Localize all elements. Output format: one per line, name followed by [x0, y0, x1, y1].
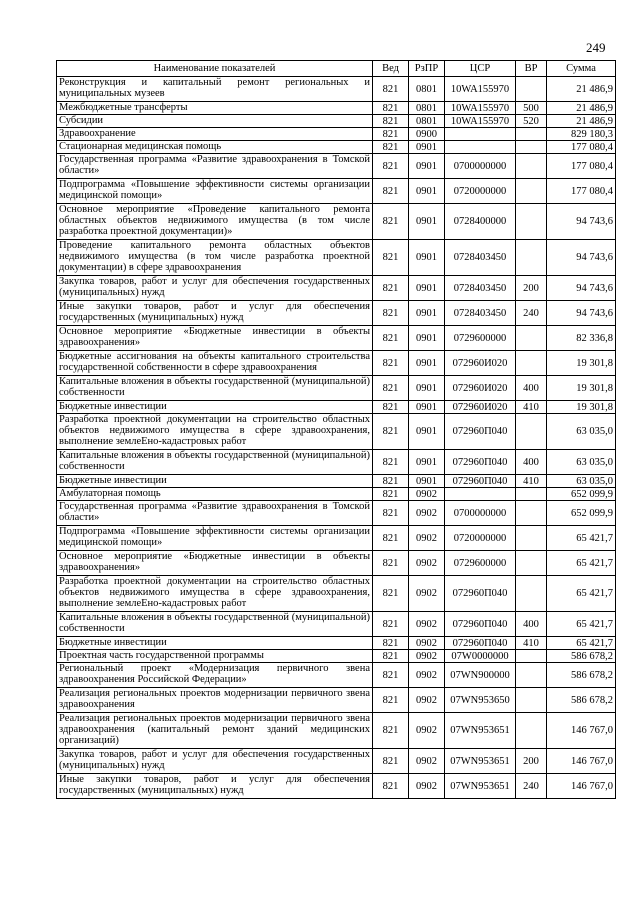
row-vr: 240 [516, 774, 547, 799]
row-rzpr: 0801 [409, 115, 445, 128]
row-sum: 63 035,0 [547, 414, 616, 450]
row-csr [445, 488, 516, 501]
row-csr: 0720000000 [445, 179, 516, 204]
row-name: Основное мероприятие «Проведение капитального ремонта областных объектов недвижимого имущества (в том числе разработка проектной документации)» [57, 204, 373, 240]
table-row [57, 77, 616, 102]
row-sum: 94 743,6 [547, 204, 616, 240]
row-rzpr: 0902 [409, 749, 445, 774]
row-sum: 94 743,6 [547, 240, 616, 276]
table-row [57, 488, 616, 501]
table-row [57, 154, 616, 179]
row-rzpr: 0902 [409, 488, 445, 501]
row-name: Субсидии [57, 115, 373, 128]
row-sum: 94 743,6 [547, 276, 616, 301]
row-ved: 821 [373, 774, 409, 799]
row-name: Реализация региональных проектов модернизации первичного звена здравоохранения [57, 688, 373, 713]
table-row [57, 326, 616, 351]
row-vr: 410 [516, 475, 547, 488]
row-name: Бюджетные инвестиции [57, 475, 373, 488]
row-rzpr: 0901 [409, 326, 445, 351]
row-rzpr: 0801 [409, 102, 445, 115]
row-csr: 10WA155970 [445, 102, 516, 115]
row-name: Капитальные вложения в объекты государственной (муниципальной) собственности [57, 612, 373, 637]
row-ved: 821 [373, 326, 409, 351]
table-header-row [57, 61, 616, 77]
table-row [57, 301, 616, 326]
row-sum: 177 080,4 [547, 179, 616, 204]
row-sum: 586 678,2 [547, 663, 616, 688]
table-row [57, 351, 616, 376]
row-rzpr: 0902 [409, 501, 445, 526]
row-ved: 821 [373, 688, 409, 713]
row-rzpr: 0901 [409, 401, 445, 414]
row-sum: 652 099,9 [547, 488, 616, 501]
row-sum: 65 421,7 [547, 612, 616, 637]
row-ved: 821 [373, 115, 409, 128]
row-sum: 65 421,7 [547, 637, 616, 650]
row-rzpr: 0902 [409, 576, 445, 612]
table-row [57, 204, 616, 240]
row-sum: 19 301,8 [547, 376, 616, 401]
row-ved: 821 [373, 488, 409, 501]
row-ved: 821 [373, 240, 409, 276]
table-row [57, 276, 616, 301]
table-row [57, 612, 616, 637]
row-rzpr: 0902 [409, 612, 445, 637]
table-row [57, 115, 616, 128]
row-rzpr: 0901 [409, 450, 445, 475]
row-rzpr: 0901 [409, 276, 445, 301]
row-ved: 821 [373, 351, 409, 376]
row-vr [516, 77, 547, 102]
row-name: Государственная программа «Развитие здравоохранения в Томской области» [57, 501, 373, 526]
row-vr [516, 414, 547, 450]
row-name: Реализация региональных проектов модернизации первичного звена здравоохранения (капитальный ремонт зданий медицинских организаций) [57, 713, 373, 749]
row-csr: 0728400000 [445, 204, 516, 240]
row-rzpr: 0900 [409, 128, 445, 141]
row-name: Разработка проектной документации на строительство областных объектов недвижимого имущества в сфере здравоохранения, выполнение землеЕно-кадастровых работ [57, 414, 373, 450]
row-rzpr: 0901 [409, 240, 445, 276]
row-vr [516, 713, 547, 749]
row-name: Межбюджетные трансферты [57, 102, 373, 115]
table-row [57, 414, 616, 450]
row-sum: 146 767,0 [547, 774, 616, 799]
row-ved: 821 [373, 376, 409, 401]
table-row [57, 551, 616, 576]
row-name: Реконструкция и капитальный ремонт региональных и муниципальных музеев [57, 77, 373, 102]
row-rzpr: 0902 [409, 551, 445, 576]
row-csr: 072960П040 [445, 576, 516, 612]
row-csr: 10WA155970 [445, 77, 516, 102]
row-sum: 21 486,9 [547, 77, 616, 102]
table-row [57, 663, 616, 688]
table-row [57, 141, 616, 154]
row-sum: 63 035,0 [547, 475, 616, 488]
row-ved: 821 [373, 663, 409, 688]
table-row [57, 637, 616, 650]
row-csr: 07WN953650 [445, 688, 516, 713]
row-sum: 146 767,0 [547, 749, 616, 774]
table-row [57, 128, 616, 141]
row-name: Стационарная медицинская помощь [57, 141, 373, 154]
row-sum: 146 767,0 [547, 713, 616, 749]
row-sum: 586 678,2 [547, 688, 616, 713]
row-vr: 400 [516, 376, 547, 401]
table-row [57, 749, 616, 774]
row-csr: 07WN953651 [445, 749, 516, 774]
row-vr [516, 141, 547, 154]
row-name: Проектная часть государственной программы [57, 650, 373, 663]
row-csr: 07WN953651 [445, 774, 516, 799]
row-rzpr: 0902 [409, 663, 445, 688]
row-vr [516, 688, 547, 713]
row-name: Закупка товаров, работ и услуг для обеспечения государственных (муниципальных) нужд [57, 749, 373, 774]
row-ved: 821 [373, 501, 409, 526]
row-name: Иные закупки товаров, работ и услуг для обеспечения государственных (муниципальных) нужд [57, 301, 373, 326]
row-sum: 829 180,3 [547, 128, 616, 141]
row-sum: 652 099,9 [547, 501, 616, 526]
row-name: Амбулаторная помощь [57, 488, 373, 501]
row-vr [516, 204, 547, 240]
row-name: Бюджетные инвестиции [57, 401, 373, 414]
row-vr: 400 [516, 450, 547, 475]
row-rzpr: 0901 [409, 351, 445, 376]
row-name: Подпрограмма «Повышение эффективности системы организации медицинской помощи» [57, 526, 373, 551]
row-vr: 200 [516, 749, 547, 774]
row-ved: 821 [373, 650, 409, 663]
row-vr [516, 551, 547, 576]
row-name: Основное мероприятие «Бюджетные инвестиции в объекты здравоохранения» [57, 326, 373, 351]
row-csr: 072960И020 [445, 376, 516, 401]
row-vr [516, 526, 547, 551]
row-vr: 410 [516, 637, 547, 650]
row-name: Закупка товаров, работ и услуг для обеспечения государственных (муниципальных) нужд [57, 276, 373, 301]
row-ved: 821 [373, 102, 409, 115]
row-name: Государственная программа «Развитие здравоохранения в Томской области» [57, 154, 373, 179]
table-row [57, 450, 616, 475]
table-row [57, 526, 616, 551]
row-ved: 821 [373, 301, 409, 326]
row-rzpr: 0902 [409, 774, 445, 799]
row-csr: 072960П040 [445, 414, 516, 450]
row-ved: 821 [373, 154, 409, 179]
row-rzpr: 0901 [409, 179, 445, 204]
row-rzpr: 0902 [409, 526, 445, 551]
row-csr: 072960И020 [445, 351, 516, 376]
row-sum: 21 486,9 [547, 115, 616, 128]
row-name: Региональный проект «Модернизация первичного звена здравоохранения Российской Федерации» [57, 663, 373, 688]
row-vr [516, 488, 547, 501]
row-csr: 0728403450 [445, 276, 516, 301]
column-header-vr: ВР [516, 61, 547, 77]
row-ved: 821 [373, 475, 409, 488]
row-rzpr: 0901 [409, 376, 445, 401]
row-csr: 0728403450 [445, 240, 516, 276]
row-ved: 821 [373, 576, 409, 612]
row-csr: 072960П040 [445, 475, 516, 488]
row-sum: 65 421,7 [547, 551, 616, 576]
row-vr [516, 179, 547, 204]
row-vr: 410 [516, 401, 547, 414]
row-ved: 821 [373, 276, 409, 301]
row-sum: 21 486,9 [547, 102, 616, 115]
row-vr: 400 [516, 612, 547, 637]
row-rzpr: 0901 [409, 475, 445, 488]
row-name: Бюджетные инвестиции [57, 637, 373, 650]
row-name: Иные закупки товаров, работ и услуг для обеспечения государственных (муниципальных) нужд [57, 774, 373, 799]
row-rzpr: 0901 [409, 204, 445, 240]
row-csr: 0720000000 [445, 526, 516, 551]
table-row [57, 650, 616, 663]
table-row [57, 713, 616, 749]
row-ved: 821 [373, 450, 409, 475]
table-row [57, 376, 616, 401]
column-header-rzpr: РзПР [409, 61, 445, 77]
row-ved: 821 [373, 179, 409, 204]
row-vr: 500 [516, 102, 547, 115]
row-csr: 072960И020 [445, 401, 516, 414]
row-rzpr: 0902 [409, 713, 445, 749]
row-name: Капитальные вложения в объекты государственной (муниципальной) собственности [57, 376, 373, 401]
row-rzpr: 0902 [409, 688, 445, 713]
row-csr: 072960П040 [445, 612, 516, 637]
row-sum: 94 743,6 [547, 301, 616, 326]
row-vr: 240 [516, 301, 547, 326]
row-ved: 821 [373, 526, 409, 551]
row-ved: 821 [373, 749, 409, 774]
row-sum: 63 035,0 [547, 450, 616, 475]
row-sum: 177 080,4 [547, 154, 616, 179]
table-row [57, 401, 616, 414]
row-sum: 586 678,2 [547, 650, 616, 663]
row-csr [445, 141, 516, 154]
row-rzpr: 0901 [409, 301, 445, 326]
row-csr: 072960П040 [445, 450, 516, 475]
row-ved: 821 [373, 637, 409, 650]
column-header-ved: Вед [373, 61, 409, 77]
row-ved: 821 [373, 204, 409, 240]
row-vr [516, 240, 547, 276]
row-vr [516, 154, 547, 179]
table-row [57, 501, 616, 526]
table-row [57, 688, 616, 713]
row-sum: 65 421,7 [547, 576, 616, 612]
row-csr: 10WA155970 [445, 115, 516, 128]
row-ved: 821 [373, 77, 409, 102]
table-row [57, 774, 616, 799]
table-body [57, 77, 616, 799]
column-header-csr: ЦСР [445, 61, 516, 77]
row-ved: 821 [373, 141, 409, 154]
column-header-name: Наименование показателей [57, 61, 373, 77]
table-row [57, 240, 616, 276]
row-vr [516, 576, 547, 612]
row-vr [516, 128, 547, 141]
row-sum: 19 301,8 [547, 401, 616, 414]
row-ved: 821 [373, 128, 409, 141]
row-sum: 82 336,8 [547, 326, 616, 351]
row-name: Проведение капитального ремонта областных объектов недвижимого имущества (в том числе разработка проектной документации) в сфере здравоохранения [57, 240, 373, 276]
row-csr: 0728403450 [445, 301, 516, 326]
row-name: Разработка проектной документации на строительство областных объектов недвижимого имущества в сфере здравоохранения, выполнение землеЕно-кадастровых работ [57, 576, 373, 612]
table-row [57, 576, 616, 612]
row-sum: 65 421,7 [547, 526, 616, 551]
row-rzpr: 0801 [409, 77, 445, 102]
page-number: 249 [586, 40, 606, 55]
row-ved: 821 [373, 414, 409, 450]
column-header-sum: Сумма [547, 61, 616, 77]
row-csr: 0729600000 [445, 326, 516, 351]
row-rzpr: 0901 [409, 414, 445, 450]
budget-table [56, 60, 616, 799]
row-csr: 0729600000 [445, 551, 516, 576]
table-row [57, 179, 616, 204]
row-csr: 0700000000 [445, 154, 516, 179]
row-rzpr: 0902 [409, 637, 445, 650]
row-vr: 200 [516, 276, 547, 301]
row-csr: 072960П040 [445, 637, 516, 650]
row-ved: 821 [373, 551, 409, 576]
row-vr [516, 501, 547, 526]
row-name: Бюджетные ассигнования на объекты капитального строительства государственной собственности в сфере здравоохранения [57, 351, 373, 376]
row-name: Подпрограмма «Повышение эффективности системы организации медицинской помощи» [57, 179, 373, 204]
row-sum: 19 301,8 [547, 351, 616, 376]
row-sum: 177 080,4 [547, 141, 616, 154]
table-row [57, 475, 616, 488]
row-vr: 520 [516, 115, 547, 128]
row-csr: 07WN953651 [445, 713, 516, 749]
table-row [57, 102, 616, 115]
row-rzpr: 0902 [409, 650, 445, 663]
row-rzpr: 0901 [409, 154, 445, 179]
row-ved: 821 [373, 713, 409, 749]
row-vr [516, 326, 547, 351]
row-vr [516, 351, 547, 376]
row-csr: 07WN900000 [445, 663, 516, 688]
row-vr [516, 650, 547, 663]
row-vr [516, 663, 547, 688]
row-csr: 07W0000000 [445, 650, 516, 663]
row-ved: 821 [373, 612, 409, 637]
row-ved: 821 [373, 401, 409, 414]
row-csr [445, 128, 516, 141]
row-csr: 0700000000 [445, 501, 516, 526]
row-name: Капитальные вложения в объекты государственной (муниципальной) собственности [57, 450, 373, 475]
row-rzpr: 0901 [409, 141, 445, 154]
row-name: Основное мероприятие «Бюджетные инвестиции в объекты здравоохранения» [57, 551, 373, 576]
row-name: Здравоохранение [57, 128, 373, 141]
